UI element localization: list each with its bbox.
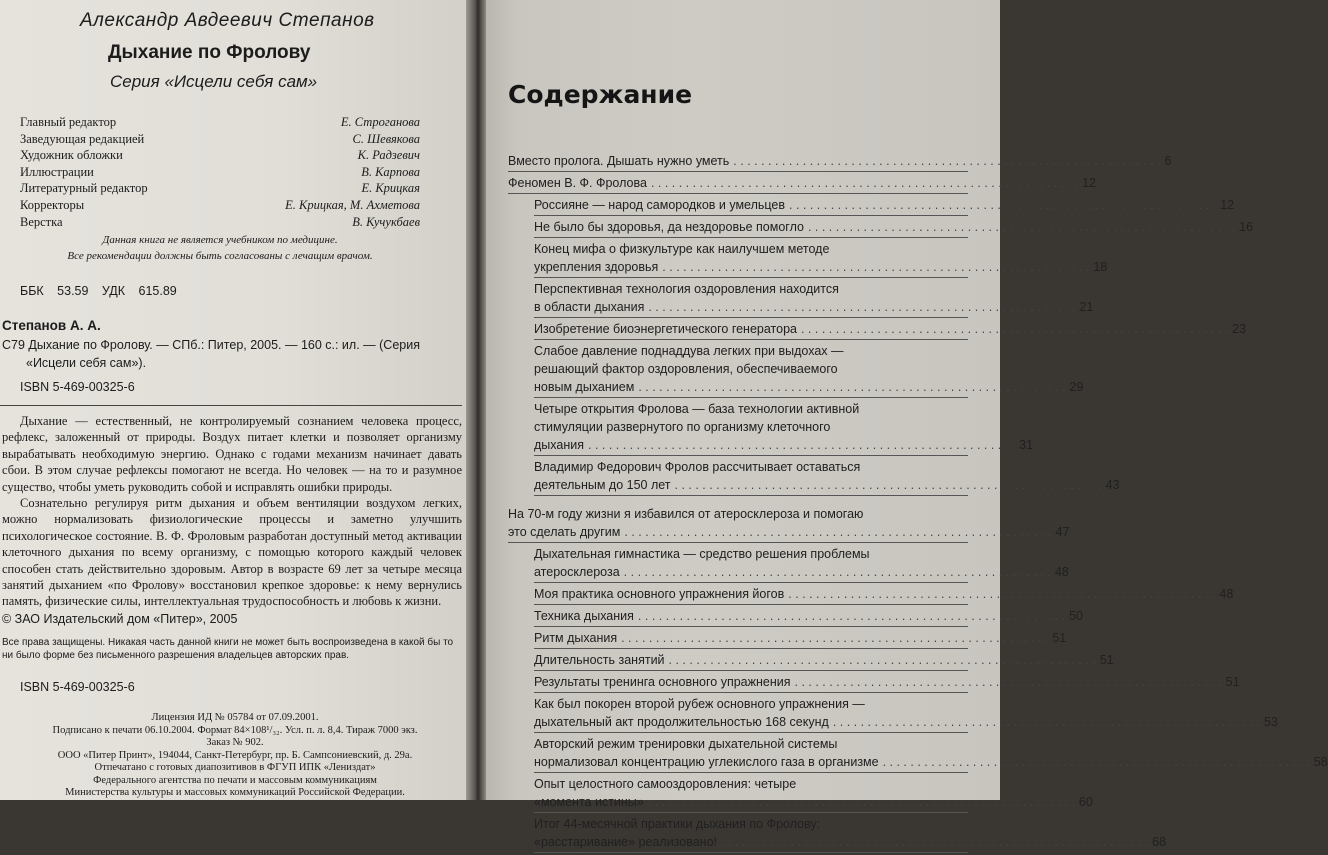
dot-leader: . . . . . . . . . . . . . . . . . . . . . . . . . . . . . . . . . . . . . . . . . . . . . . . . . . . . . . . . . . . . . . [794,675,1222,689]
dot-leader: . . . . . . . . . . . . . . . . . . . . . . . . . . . . . . . . . . . . . . . . . . . . . . . . . . . . . . . . . . . . . . [624,525,1052,539]
dot-leader: . . . . . . . . . . . . . . . . . . . . . . . . . . . . . . . . . . . . . . . . . . . . . . . . . . . . . . . . . . . . . . [721,835,1149,849]
toc-entry-last-line [508,152,1172,170]
credit-row [20,165,420,182]
toc-page-number: 51 [1052,631,1067,645]
toc-entry-last-line [534,476,1120,494]
credit-role: Верстка [20,214,63,229]
toc-separator [534,852,968,853]
toc-entry-last-line [534,436,1034,454]
toc-entry-last-line [534,218,1254,236]
toc-entry [508,174,1097,194]
credit-name: Е. Крицкая [361,181,420,196]
toc-separator [534,277,968,278]
credit-row [20,198,420,215]
toc-entry-last-line [508,174,1097,192]
toc-entry-title-line: укрепления здоровья [534,260,659,274]
toc-entry-title-line: дыхательный акт продолжительностью 168 секунд [534,715,829,729]
toc-entry-title-line: дыхания [534,438,584,452]
credit-role: Иллюстрации [20,164,94,179]
toc-page-number: 51 [1225,675,1240,689]
toc-separator [534,732,968,733]
imprint-line: Отпечатано с готовых диапозитивов в ФГУП ИПК «Лениздат» [94,762,376,773]
toc-page-number: 58 [1313,755,1328,769]
dot-leader: . . . . . . . . . . . . . . . . . . . . . . . . . . . . . . . . . . . . . . . . . . . . . . . . . . . . . . . . . . . . . . [832,715,1260,729]
toc-entry-title-line: Результаты тренинга основного упражнения [534,675,791,689]
toc-entry [508,673,1240,693]
toc-entry [508,775,1093,813]
rights-notice: Все права защищены. Никакая часть данной книги не может быть воспроизведена в какой бы то ни было форме без письменного разрешения владельцев авторских прав. [2,637,454,661]
toc-entry-title-line: атеросклероза [534,565,620,579]
toc-entry-title-line: Феномен В. Ф. Фролова [508,176,647,190]
right-page [486,0,1328,849]
isbn-bottom: ISBN 5-469-00325-6 [20,680,135,694]
toc-page-number: 50 [1069,609,1083,623]
annotation-paragraph: Дыхание — естественный, не контролируемый сознанием человека процесс, рефлекс, заложенный от природы. Воздух питает клетки и позволяет организму вырабатывать необходимую энергию. Однако с годами механизм начинает давать сбои. В этом случае рефлексы помогают не всегда. Но человек — на то и разумное существо, чтобы уметь руководить собой и исправлять ошибки природы. [2,414,462,494]
toc-page-number: 60 [1078,795,1093,809]
toc-entry-title-line: «расстаривание» реализовано! [534,835,717,849]
dot-leader: . . . . . . . . . . . . . . . . . . . . . . . . . . . . . . . . . . . . . . . . . . . . . . . . . . . . . . . . . . . . . . [788,587,1216,601]
dot-leader: . . . . . . . . . . . . . . . . . . . . . . . . . . . . . . . . . . . . . . . . . . . . . . . . . . . . . . . . . . . . . . [623,565,1051,579]
dot-leader: . . . . . . . . . . . . . . . . . . . . . . . . . . . . . . . . . . . . . . . . . . . . . . . . . . . . . . . . . . . . . . [647,795,1075,809]
dot-leader: . . . . . . . . . . . . . . . . . . . . . . . . . . . . . . . . . . . . . . . . . . . . . . . . . . . . . . . . . . . . . . [882,755,1310,769]
dot-leader: . . . . . . . . . . . . . . . . . . . . . . . . . . . . . . . . . . . . . . . . . . . . . . . . . . . . . . . . . . . . . . [637,609,1066,623]
toc-page-number: 48 [1219,587,1234,601]
credit-role: Литературный редактор [20,181,148,196]
toc-separator [534,582,968,583]
bibliographic-line: «Исцели себя сам»). [26,356,147,370]
toc-entry-title-line: Россияне — народ самородков и умельцев [534,198,786,212]
toc-entry-last-line [508,523,1070,541]
toc-entry [508,320,1247,340]
toc-separator [534,317,968,318]
toc-entry-title-line: «момента истины» [534,795,644,809]
toc-entry-title-line: Дыхательная гимнастика — средство решения проблемы [534,547,870,561]
toc-entry-title-line: нормализовал концентрацию углекислого газа в организме [534,755,879,769]
credit-role: Заведующая редакцией [20,131,145,146]
credit-name: Е. Строганова [340,115,420,129]
toc-entry-title-line: в области дыхания [534,300,645,314]
toc-entry-title-line: На 70-м году жизни я избавился от атеросклероза и помогаю [508,507,864,521]
toc-entry [508,152,1172,172]
toc-entry-last-line [534,713,1278,731]
toc-entry [508,585,1234,605]
toc-page-number: 29 [1069,380,1084,394]
toc-entry-title-line: Владимир Федорович Фролов рассчитывает оставаться [534,460,861,474]
bibliographic-author: Степанов А. А. [2,318,101,333]
toc-entry-title-line: стимуляции развернутого по организму клеточного [534,420,831,434]
toc-entry-last-line [534,258,1108,276]
toc-entry [508,735,1328,773]
toc-page-number: 48 [1054,565,1069,579]
toc-heading: Содержание [508,80,693,109]
toc-separator [534,692,968,693]
toc-separator [534,397,968,398]
toc-entry [508,815,1167,853]
toc-entry-title-line: деятельным до 150 лет [534,478,671,492]
dot-leader: . . . . . . . . . . . . . . . . . . . . . . . . . . . . . . . . . . . . . . . . . . . . . . . . . . . . . . . . . . . . . . [668,653,1096,667]
credit-row [20,181,420,198]
toc-page-number: 21 [1079,300,1094,314]
toc-entry-title-line: это сделать другим [508,525,621,539]
imprint-line: Подписано к печати 06.10.2004. Формат 84×108¹/₃₂. Усл. п. л. 8,4. Тираж 7000 экз. [52,724,418,736]
toc-entry-last-line [534,629,1067,647]
toc-page-number: 31 [1019,438,1034,452]
toc-entry-last-line [534,378,1084,396]
toc-separator [534,604,968,605]
toc-page-number: 47 [1055,525,1070,539]
toc-entry-last-line [534,585,1234,603]
annotation-paragraph: Сознательно регулируя ритм дыхания и объем вентиляции воздухом легких, можно нормализовать физиологические процессы и заметно улучшить психологическое состояние. В. Ф. Фроловым разработан доступный метод активации клеточного дыхания по всему организму, с помощью которого каждый человек способен стать действительно здоровым. Автор в возрасте 69 лет за четыре месяца занятий дыханием «по Фролову» восстановил крепкое здоровье: к нему вернулись память, физические силы, интеллектуальная трудоспособность и любовь к жизни. [2,496,462,609]
imprint-line: ООО «Питер Принт», 194044, Санкт-Петербург, пр. Б. Сампсониевский, д. 29а. [57,749,413,761]
toc-entry [508,196,1235,216]
toc-separator [508,193,968,194]
medical-note-line: Данная книга не является учебником по медицине. [102,234,338,246]
credit-name: С. Шевякова [352,131,420,146]
toc-entry-title-line: Вместо пролога. Дышать нужно уметь [508,154,730,168]
toc-entry-last-line [534,793,1093,811]
dot-leader: . . . . . . . . . . . . . . . . . . . . . . . . . . . . . . . . . . . . . . . . . . . . . . . . . . . . . . . . . . . . . . [588,438,1016,452]
toc-entry-last-line [534,833,1167,851]
credit-name: К. Радзевич [357,148,420,163]
toc-entry [508,695,1278,733]
toc-entry-title-line: Ритм дыхания [534,631,618,645]
copyright: © ЗАО Издательский дом «Питер», 2005 [2,612,238,626]
toc-entry-title-line: Слабое давление поднаддува легких при выдохах — [534,344,844,358]
toc-entry [508,607,1083,627]
toc-entry-title-line: Моя практика основного упражнения йогов [534,587,785,601]
toc-entry-last-line [534,298,1094,316]
toc-entry-title-line: Длительность занятий [534,653,665,667]
toc-page-number: 16 [1239,220,1254,234]
toc-entry-title-line: решающий фактор оздоровления, обеспечиваемого [534,362,838,376]
credit-row [20,148,420,165]
toc-page-number: 6 [1164,154,1172,168]
left-page [0,0,466,800]
toc-separator [534,812,968,813]
toc-entry [508,458,1120,496]
credit-name: В. Кучукбаев [352,214,420,229]
toc-entry [508,218,1254,238]
dot-leader: . . . . . . . . . . . . . . . . . . . . . . . . . . . . . . . . . . . . . . . . . . . . . . . . . . . . . . . . . . . . . . [800,322,1229,336]
toc-separator [534,648,968,649]
toc-page-number: 43 [1105,478,1120,492]
toc-entry-title-line: Техника дыхания [534,609,634,623]
divider [0,405,462,406]
toc-separator [534,455,968,456]
toc-entry [508,505,1070,543]
toc-entry-last-line [534,753,1328,771]
toc-page-number: 68 [1152,835,1167,849]
dot-leader: . . . . . . . . . . . . . . . . . . . . . . . . . . . . . . . . . . . . . . . . . . . . . . . . . . . . . . . . . . . . . . [648,300,1076,314]
toc-entry-title-line: Изобретение биоэнергетического генератора [534,322,797,336]
toc-entry [508,342,1084,398]
credit-role: Художник обложки [20,148,123,163]
toc-entry [508,400,1034,456]
toc-page-number: 51 [1099,653,1114,667]
toc-separator [534,495,968,496]
toc-separator [508,171,968,172]
toc-entry [508,280,1094,318]
dot-leader: . . . . . . . . . . . . . . . . . . . . . . . . . . . . . . . . . . . . . . . . . . . . . . . . . . . . . . . . . . . . . . [638,380,1066,394]
toc-entry-last-line [534,563,1069,581]
dot-leader: . . . . . . . . . . . . . . . . . . . . . . . . . . . . . . . . . . . . . . . . . . . . . . . . . . . . . . . . . . . . . . [621,631,1049,645]
toc-entry-title-line: Конец мифа о физкультуре как наилучшем методе [534,242,830,256]
annotation [2,413,462,610]
credit-row [20,115,420,132]
toc-separator [508,542,968,543]
toc-entry-last-line [534,651,1114,669]
toc-separator [534,626,968,627]
toc-separator [534,237,968,238]
imprint-line: Федерального агентства по печати и массовым коммуникациям [93,774,377,786]
toc-page-number: 53 [1263,715,1278,729]
toc-entry-last-line [534,196,1235,214]
toc-entry-last-line [534,607,1083,625]
toc-entry [508,240,1108,278]
book-title: Дыхание по Фролову [108,42,311,63]
toc-entry-last-line [534,320,1247,338]
dot-leader: . . . . . . . . . . . . . . . . . . . . . . . . . . . . . . . . . . . . . . . . . . . . . . . . . . . . . . . . . . . . . . [807,220,1236,234]
toc-entry-title-line: Не было бы здоровья, да нездоровье помогло [534,220,804,234]
toc-entry-title-line: Опыт целостного самооздоровления: четыре [534,777,797,791]
credit-row [20,132,420,149]
toc-separator [534,339,968,340]
toc-page-number: 12 [1220,198,1235,212]
toc-page-number: 18 [1093,260,1108,274]
book-author: Александр Авдеевич Степанов [80,10,375,31]
imprint-block [20,712,450,800]
credits-list [20,115,420,231]
isbn: ISBN 5-469-00325-6 [20,380,135,394]
toc-separator [534,670,968,671]
toc-entry-title-line: Четыре открытия Фролова — база технологии активной [534,402,860,416]
credit-name: Е. Крицкая, М. Ахметова [285,197,420,212]
credit-name: В. Карпова [361,164,420,179]
medical-note-line: Все рекомендации должны быть согласованы с лечащим врачом. [67,250,373,262]
toc-separator [534,772,968,773]
imprint-line: Министерства культуры и массовых коммуникаций Российской Федерации. [65,787,405,798]
toc-entry [508,651,1114,671]
classification-codes: ББК 53.59 УДК 615.89 [20,284,177,298]
toc-page-number: 23 [1232,322,1247,336]
table-of-contents [508,152,1328,855]
imprint-line: Лицензия ИД № 05784 от 07.09.2001. [151,712,319,723]
dot-leader: . . . . . . . . . . . . . . . . . . . . . . . . . . . . . . . . . . . . . . . . . . . . . . . . . . . . . . . . . . . . . . [674,478,1102,492]
toc-entry-title-line: Авторский режим тренировки дыхательной системы [534,737,838,751]
book-gutter [466,0,486,800]
toc-entry-title-line: Как был покорен второй рубеж основного упражнения — [534,697,865,711]
imprint-line: Заказ № 902. [206,737,264,748]
credit-role: Корректоры [20,197,85,212]
toc-page-number: 12 [1082,176,1097,190]
medical-note [20,232,420,264]
toc-entry-last-line [534,673,1240,691]
bibliographic-line: С79 Дыхание по Фролову. — СПб.: Питер, 2005. — 160 с.: ил. — (Серия [2,338,420,352]
toc-entry-title-line: Итог 44-месячной практики дыхания по Фролову: [534,817,821,831]
book-series: Серия «Исцели себя сам» [110,72,318,91]
toc-entry-title-line: Перспективная технология оздоровления находится [534,282,839,296]
toc-separator [534,215,968,216]
credit-role: Главный редактор [20,115,117,129]
bibliographic-description [2,336,462,372]
toc-entry [508,629,1067,649]
toc-entry-title-line: новым дыханием [534,380,635,394]
dot-leader: . . . . . . . . . . . . . . . . . . . . . . . . . . . . . . . . . . . . . . . . . . . . . . . . . . . . . . . . . . . . . . [662,260,1090,274]
toc-entry [508,545,1069,583]
dot-leader: . . . . . . . . . . . . . . . . . . . . . . . . . . . . . . . . . . . . . . . . . . . . . . . . . . . . . . . . . . . . . . [789,198,1217,212]
dot-leader: . . . . . . . . . . . . . . . . . . . . . . . . . . . . . . . . . . . . . . . . . . . . . . . . . . . . . . . . . . . . . . [650,176,1079,190]
dot-leader: . . . . . . . . . . . . . . . . . . . . . . . . . . . . . . . . . . . . . . . . . . . . . . . . . . . . . . . . . . . . . . [733,154,1161,168]
credit-row [20,215,420,232]
